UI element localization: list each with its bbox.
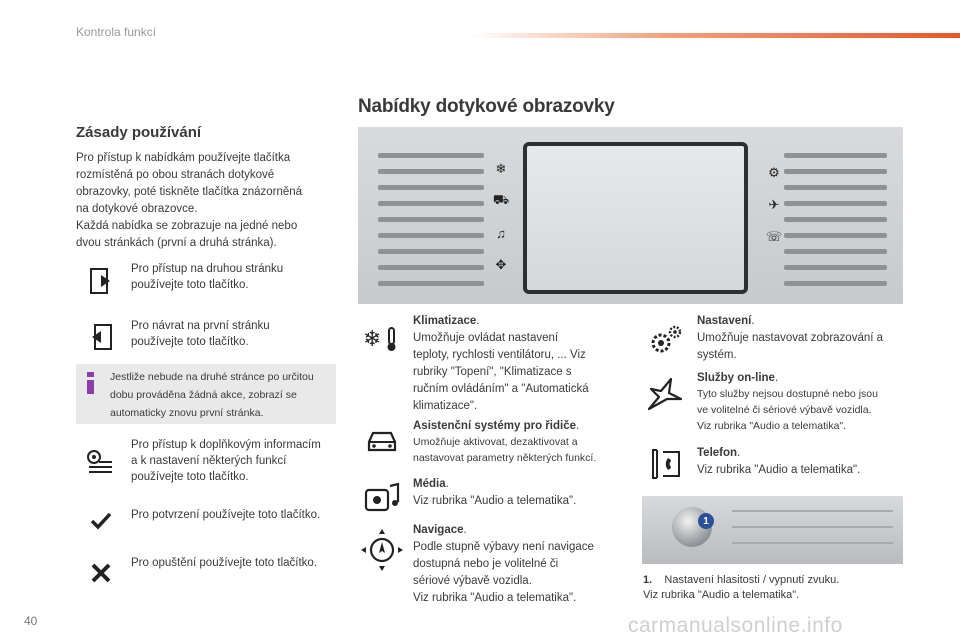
- feature-line: Viz rubrika "Audio a telematika".: [697, 420, 847, 432]
- car-assist-icon: [362, 423, 402, 459]
- media-shortcut-icon: ♫: [496, 225, 506, 241]
- section-header: Kontrola funkcí: [76, 25, 157, 39]
- caption-line: Viz rubrika "Audio a telematika".: [643, 589, 800, 601]
- feature-line: systém.: [697, 349, 737, 361]
- exit-description: [131, 555, 341, 571]
- intro-line: Pro přístup k nabídkám používejte tlačítka: [76, 152, 291, 164]
- checkmark-icon: [86, 506, 116, 536]
- feature-name: Klimatizace: [413, 315, 477, 327]
- watermark: carmanualsonline.info: [628, 614, 843, 637]
- row-line: používejte toto tlačítko.: [131, 279, 249, 291]
- feature-line: Podle stupně výbavy není navigace: [413, 541, 594, 553]
- online-services-icon: [644, 374, 688, 414]
- feature-line: rubriky "Topení", "Klimatizace s: [413, 366, 572, 378]
- row-line: Pro návrat na první stránku: [131, 320, 270, 332]
- cross-icon: [86, 558, 116, 588]
- row-line: Pro přístup na druhou stránku: [131, 263, 284, 275]
- row-line: používejte toto tlačítko.: [131, 336, 249, 348]
- feature-line: klimatizace".: [413, 400, 478, 412]
- car-shortcut-icon: ⛟: [492, 192, 510, 207]
- feature-line: Umožňuje ovládat nastavení: [413, 332, 559, 344]
- left-section-title: Zásady používání: [76, 124, 202, 141]
- navigation-shortcut-icon: ✥: [495, 257, 507, 272]
- climate-icon: [362, 320, 402, 356]
- touchscreen-display: [523, 142, 748, 294]
- touchscreen-dashboard-image: [358, 127, 903, 304]
- feature-line: nastavovat parametry některých funkcí.: [413, 452, 597, 464]
- feature-line: Umožňuje aktivovat, dezaktivovat a: [413, 436, 578, 448]
- svg-text:❄: ❄: [363, 327, 382, 352]
- climate-shortcut-icon: ❄: [495, 161, 507, 176]
- driver-assist-feature: Asistenční systémy pro řidiče. Umožňuje aktivovat, dezaktivovat a nastavovat parametry některých funkcí.: [413, 418, 633, 466]
- settings-shortcut-icon: ⚙: [768, 165, 780, 180]
- feature-line: Tyto služby nejsou dostupné nebo jsou: [697, 388, 878, 400]
- page-number: 40: [24, 614, 38, 628]
- intro-line: Každá nabídka se zobrazuje na jedné nebo: [76, 220, 298, 232]
- header-accent-bar: [470, 33, 960, 38]
- navigation-feature: Navigace. Podle stupně výbavy není navigace dostupná nebo je volitelné či sériové výbavě vozidla. Viz rubrika "Audio a telematika".: [413, 522, 628, 607]
- info-line: automaticky znovu první stránka.: [110, 407, 264, 419]
- online-shortcut-icon: ✈: [768, 197, 780, 212]
- intro-line: na dotykové obrazovce.: [76, 203, 198, 215]
- row-line: Pro přístup k doplňkovým informacím: [131, 439, 321, 451]
- settings-feature: Nastavení. Umožňuje nastavovat zobrazování a systém.: [697, 313, 912, 364]
- page-back-description: [131, 318, 341, 350]
- feature-line: sériové výbavě vozidla.: [413, 575, 532, 587]
- feature-line: teploty, rychlosti ventilátoru, ... Viz: [413, 349, 586, 361]
- row-line: Pro potvrzení používejte toto tlačítko.: [131, 509, 321, 521]
- info-line: Jestliže nebude na druhé stránce po určitou: [110, 371, 314, 383]
- feature-line: Viz rubrika "Audio a telematika".: [413, 495, 577, 507]
- info-icon: [86, 372, 95, 394]
- feature-name: Navigace: [413, 524, 464, 536]
- media-feature: Média. Viz rubrika "Audio a telematika".: [413, 476, 628, 510]
- feature-line: Umožňuje nastavovat zobrazování a: [697, 332, 884, 344]
- phone-icon: [646, 446, 686, 482]
- caption-number: 1.: [643, 574, 653, 586]
- intro-line: rozmístěná po obou stranách dotykové: [76, 169, 275, 181]
- media-icon: [362, 479, 402, 515]
- right-section-title: Nabídky dotykové obrazovky: [358, 96, 615, 117]
- intro-line: obrazovky, poté tiskněte tlačítka znázorněná: [76, 186, 303, 198]
- online-services-feature: Služby on-line. Tyto služby nejsou dostupné nebo jsou ve volitelné či sériové výbavě vozidla. Viz rubrika "Audio a telematika".: [697, 370, 917, 434]
- volume-knob-image: [642, 496, 903, 564]
- intro-line: dvou stránkách (první a druhá stránka).: [76, 237, 277, 249]
- feature-line: ve volitelné či sériové výbavě vozidla.: [697, 404, 872, 416]
- feature-name: Nastavení: [697, 315, 752, 327]
- info-line: dobu prováděna žádná akce, zobrazí se: [110, 389, 297, 401]
- info-text: [110, 368, 330, 422]
- row-line: a k nastavení některých funkcí: [131, 455, 287, 467]
- feature-name: Telefon: [697, 447, 738, 459]
- page-forward-description: [131, 261, 341, 293]
- settings-list-icon: [84, 447, 114, 477]
- feature-line: dostupná nebo je volitelné či: [413, 558, 559, 570]
- feature-line: Viz rubrika "Audio a telematika".: [413, 592, 577, 604]
- feature-name: Služby on-line: [697, 372, 775, 384]
- feature-name: Asistenční systémy pro řidiče: [413, 420, 576, 432]
- page-back-icon: [86, 322, 116, 352]
- phone-shortcut-icon: ☏: [765, 229, 783, 244]
- callout-badge: 1: [698, 513, 714, 529]
- row-line: používejte toto tlačítko.: [131, 471, 249, 483]
- navigation-icon: [360, 528, 404, 572]
- left-air-vent: [372, 139, 490, 294]
- phone-feature: Telefon. Viz rubrika "Audio a telematika".: [697, 445, 912, 479]
- intro-text: [76, 150, 326, 252]
- right-air-vent: [778, 139, 893, 294]
- feature-name: Média: [413, 478, 446, 490]
- settings-list-description: [131, 437, 341, 485]
- climate-feature: Klimatizace. Umožňuje ovládat nastavení teploty, rychlosti ventilátoru, ... Viz rubriky "Topení", "Klimatizace s ručním ovládáním" a "Automatická klimatizace".: [413, 313, 628, 415]
- caption-line: Nastavení hlasitosti / vypnutí zvuku.: [664, 574, 840, 586]
- feature-line: Viz rubrika "Audio a telematika".: [697, 464, 861, 476]
- confirm-description: [131, 507, 341, 523]
- feature-line: ručním ovládáním" a "Automatická: [413, 383, 589, 395]
- row-line: Pro opuštění používejte toto tlačítko.: [131, 557, 318, 569]
- page-forward-icon: [86, 266, 116, 296]
- knob-caption: [643, 573, 903, 603]
- settings-gears-icon: [646, 322, 686, 358]
